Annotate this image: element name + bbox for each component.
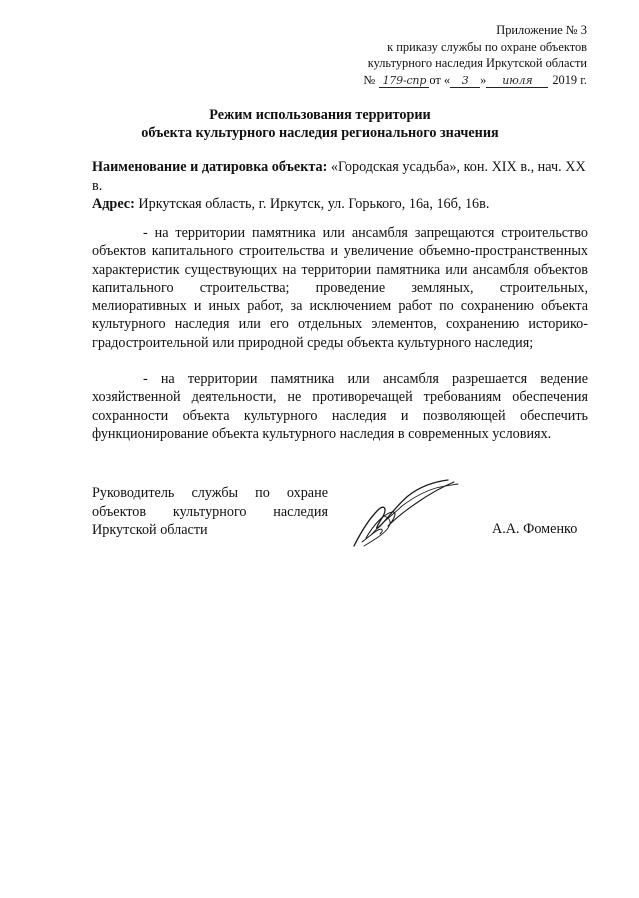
signer-position-line-2: объектов культурного наследия bbox=[92, 503, 328, 520]
object-address-row bbox=[92, 195, 592, 214]
signer-position bbox=[92, 484, 328, 540]
order-day-close-quote: » bbox=[480, 72, 487, 87]
object-info bbox=[92, 158, 592, 214]
provision-prohibitions: - на территории памятника или ансамбля запрещаются строительство объектов капитального строительства и увеличение объемно-пространственных характеристик существующих на территории памятника или ансамбля объектов капитального строительства; проведение земляных, строительных, мелиоративных и иных работ, за исключением работ по сохранению объекта культурного наследия или его отдельных элементов, сохранению историко-градостроительной или природной среды объекта культурного наследия; bbox=[92, 225, 588, 351]
order-month-handwritten: июля bbox=[486, 74, 548, 88]
provision-permissions: - на территории памятника или ансамбля разрешается ведение хозяйственной деятельности, не противоречащей требованиям обеспечения сохранности объекта культурного наследия и позволяющей обеспечить функционирование объекта культурного наследия в современных условиях. bbox=[92, 371, 588, 442]
signer-position-line-1: Руководитель службы по охране bbox=[92, 485, 328, 501]
order-year: 2019 г. bbox=[552, 72, 587, 87]
appendix-order-ref: к приказу службы по охране объектов bbox=[387, 39, 587, 54]
object-name-row bbox=[92, 158, 592, 195]
usage-regime-provisions bbox=[92, 224, 588, 443]
order-number-handwritten: 179-спр bbox=[379, 74, 429, 88]
appendix-number: Приложение № 3 bbox=[496, 23, 587, 37]
document-title bbox=[90, 106, 550, 142]
signer-position-line-3: Иркутской области bbox=[92, 522, 208, 538]
title-line-1: Режим использования территории bbox=[209, 107, 431, 123]
order-number-sign: № bbox=[363, 72, 376, 87]
object-address-value: Иркутская область, г. Иркутск, ул. Горького, 16а, 16б, 16в. bbox=[138, 196, 490, 212]
appendix-header bbox=[327, 22, 587, 88]
order-day-handwritten: 3 bbox=[450, 74, 480, 88]
order-from-word: от « bbox=[429, 72, 451, 87]
object-name-value: «Городская усадьба», кон. XIX в., нач. XX в. bbox=[92, 159, 586, 194]
object-address-label: Адрес: bbox=[92, 196, 135, 212]
order-number-line bbox=[327, 72, 587, 89]
appendix-authority: культурного наследия Иркутской области bbox=[367, 56, 587, 70]
title-line-2: объекта культурного наследия регионального значения bbox=[141, 125, 499, 141]
object-name-label: Наименование и датировка объекта: bbox=[92, 159, 328, 175]
signer-name: А.А. Фоменко bbox=[492, 521, 578, 537]
handwritten-signature bbox=[344, 476, 464, 552]
